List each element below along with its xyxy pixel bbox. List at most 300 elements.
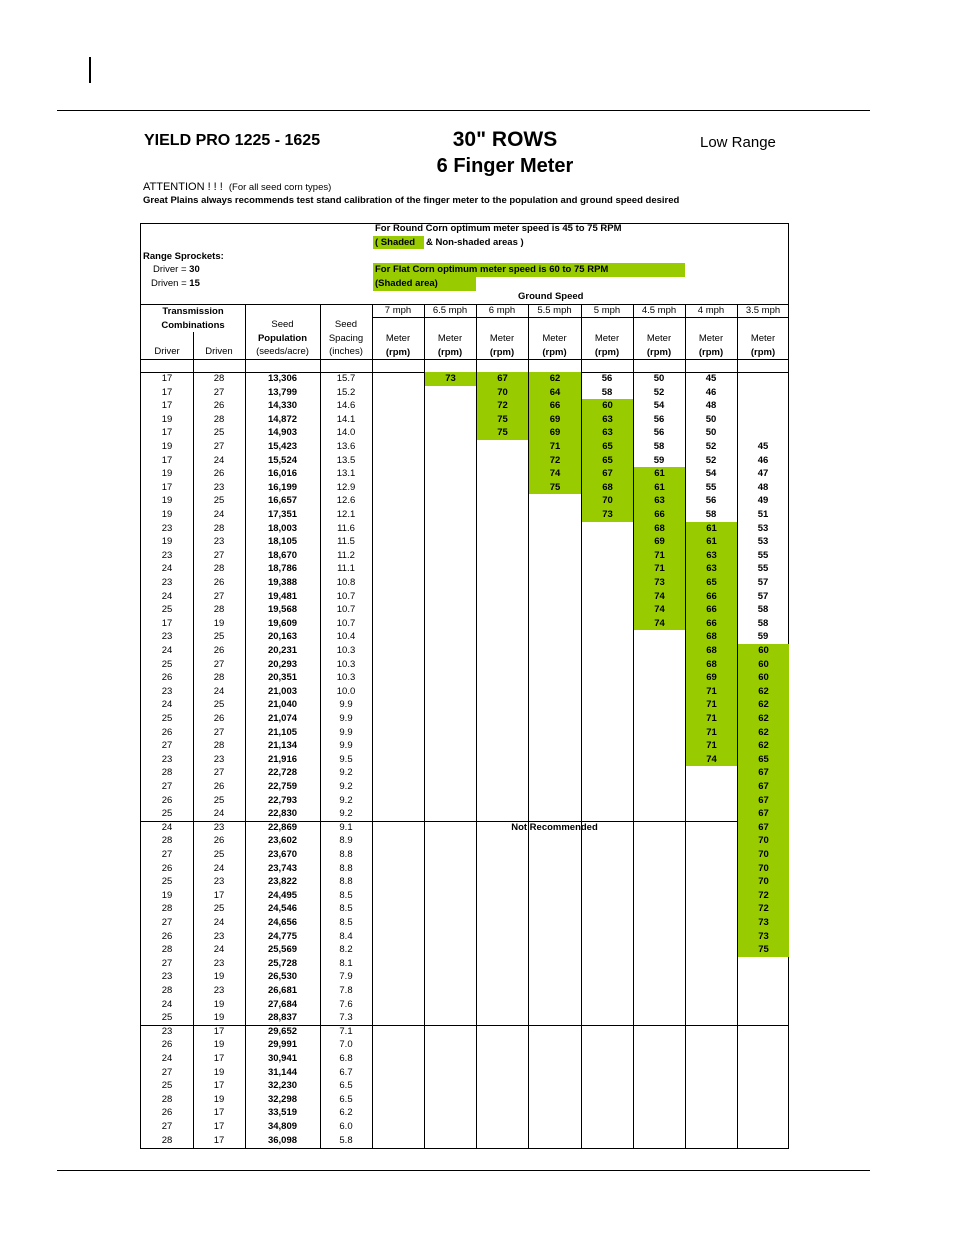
spacing-cell: 11.6 (337, 522, 355, 534)
driven-cell: 23 (213, 753, 225, 765)
driver-cell: 25 (161, 876, 173, 888)
spacing-cell: 10.3 (336, 672, 356, 684)
driver-cell: 26 (161, 862, 173, 874)
population-cell: 32,230 (267, 1080, 298, 1092)
spacing-cell: 13.1 (336, 468, 356, 480)
population-cell: 29,652 (267, 1025, 298, 1037)
meter-rpm-cell: 65 (686, 576, 737, 590)
spacing-cell: 10.0 (336, 685, 356, 697)
spacing-cell: 7.1 (339, 1025, 353, 1037)
meter-rpm-cell: 60 (582, 399, 633, 413)
driver-cell: 24 (161, 563, 173, 575)
transmission-header (141, 305, 245, 332)
meter-header-label: Meter (698, 333, 724, 344)
spacing-cell: 10.7 (336, 617, 356, 629)
meter-rpm-cell: 65 (738, 753, 789, 767)
meter-rpm-cell: 75 (477, 413, 528, 427)
meter-rpm-cell: 66 (686, 603, 737, 617)
meter-rpm-cell: 67 (738, 780, 789, 794)
population-cell: 28,837 (267, 1012, 298, 1024)
population-cell: 26,681 (267, 985, 298, 996)
driver-cell: 24 (161, 1053, 173, 1064)
driven-cell: 23 (213, 957, 225, 969)
spacing-cell: 12.6 (336, 495, 356, 507)
spacing-cell: 14.1 (336, 413, 356, 425)
driven-cell: 28 (213, 373, 225, 384)
driver-cell: 19 (161, 536, 173, 548)
meter-header-label: Meter (385, 333, 411, 344)
meter-rpm-cell: 73 (425, 372, 476, 386)
driven-cell: 28 (213, 413, 225, 425)
driver-cell: 28 (161, 1134, 173, 1146)
seed-spacing-line1: Seed (334, 319, 358, 330)
driver-cell: 17 (161, 400, 173, 412)
meter-rpm-cell: 67 (738, 821, 789, 835)
driven-cell: 19 (213, 1093, 225, 1105)
meter-rpm-cell: 63 (634, 494, 685, 508)
population-cell: 33,519 (267, 1107, 298, 1119)
meter-rpm-cell: 66 (686, 617, 737, 631)
driven-cell: 24 (213, 685, 225, 697)
driven-cell: 25 (213, 631, 225, 643)
driver-sprocket (153, 264, 200, 275)
meter-rpm-cell: 66 (634, 508, 685, 522)
driven-cell: 28 (213, 522, 225, 534)
meter-rpm-cell: 56 (653, 413, 665, 425)
meter-rpm-cell: 72 (738, 889, 789, 903)
column-divider (424, 304, 425, 1149)
speed-header: 3.5 mph (745, 305, 781, 316)
meter-rpm-cell: 63 (582, 426, 633, 440)
meter-rpm-cell: 61 (634, 467, 685, 481)
driven-cell: 17 (213, 1121, 225, 1132)
spacing-cell: 8.8 (339, 862, 353, 874)
rpm-header-label: (rpm) (594, 346, 620, 358)
driven-cell: 26 (213, 577, 225, 588)
meter-rpm-header (424, 332, 476, 359)
population-cell: 14,872 (267, 413, 298, 425)
speed-header: 6.5 mph (432, 305, 468, 316)
population-cell: 24,656 (267, 917, 298, 928)
population-cell: 21,074 (267, 713, 298, 724)
driven-cell: 25 (213, 699, 225, 711)
spacing-cell: 9.9 (339, 699, 353, 711)
driven-cell: 25 (213, 849, 225, 860)
driver-cell: 24 (161, 699, 173, 711)
spacing-cell: 9.9 (339, 713, 353, 724)
driven-cell: 19 (213, 1012, 225, 1024)
meter-rpm-cell: 62 (738, 698, 789, 712)
population-cell: 25,569 (267, 944, 298, 956)
population-cell: 16,657 (267, 495, 298, 507)
meter-rpm-cell: 68 (686, 630, 737, 644)
driver-cell: 23 (161, 522, 173, 534)
meter-rpm-cell: 61 (686, 522, 737, 536)
driver-cell: 19 (161, 441, 173, 452)
meter-rpm-cell: 45 (705, 373, 717, 384)
meter-rpm-cell: 71 (529, 440, 581, 454)
population-cell: 31,144 (267, 1066, 298, 1078)
meter-rpm-cell: 55 (705, 481, 717, 493)
meter-rpm-cell: 46 (705, 386, 717, 398)
seed-population-line2: Population (257, 332, 308, 344)
population-cell: 16,016 (267, 468, 298, 480)
meter-rpm-cell: 61 (634, 481, 685, 495)
meter-rpm-cell: 71 (686, 698, 737, 712)
driver-cell: 23 (161, 577, 173, 588)
meter-rpm-cell: 58 (601, 386, 613, 398)
meter-rpm-cell: 52 (653, 386, 665, 398)
seed-spacing-header (320, 318, 372, 359)
meter-rpm-cell: 71 (686, 726, 737, 740)
spacing-cell: 12.1 (336, 509, 356, 520)
driver-cell: 27 (161, 1066, 173, 1078)
meter-rpm-cell: 67 (738, 766, 789, 780)
meter-rpm-cell: 73 (738, 916, 789, 930)
driver-sprocket-value: 30 (189, 264, 200, 275)
meter-rpm-cell: 61 (686, 535, 737, 549)
meter-header-label: Meter (542, 333, 567, 344)
attention-line (143, 181, 331, 193)
driven-cell: 24 (213, 944, 225, 956)
meter-rpm-cell: 57 (757, 590, 769, 602)
meter-rpm-cell: 67 (738, 794, 789, 808)
meter-rpm-cell: 48 (757, 481, 769, 493)
driven-cell: 24 (213, 862, 225, 874)
driven-cell: 19 (213, 617, 225, 629)
driven-cell: 25 (213, 794, 225, 806)
population-cell: 24,495 (267, 889, 298, 901)
driven-cell: 26 (213, 781, 225, 792)
meter-rpm-cell: 67 (582, 467, 633, 481)
meter-rpm-cell: 60 (738, 658, 789, 672)
meter-rpm-cell: 63 (582, 413, 633, 427)
meter-rpm-cell: 56 (653, 427, 665, 439)
spacing-cell: 6.0 (339, 1121, 353, 1132)
rows-title: 30" ROWS (452, 128, 558, 151)
spacing-cell: 12.9 (336, 481, 356, 493)
population-cell: 19,481 (267, 590, 298, 602)
driven-cell: 19 (213, 1066, 225, 1078)
driven-cell: 19 (213, 971, 225, 983)
driver-cell: 27 (161, 1121, 173, 1132)
spacing-cell: 11.2 (337, 549, 355, 561)
spacing-cell: 8.9 (339, 835, 353, 847)
driver-cell: 25 (161, 1012, 173, 1024)
driven-cell: 27 (213, 767, 225, 779)
driver-cell: 25 (161, 713, 173, 724)
meter-rpm-cell: 73 (738, 930, 789, 944)
round-corn-note: For Round Corn optimum meter speed is 45 to 75 RPM (375, 223, 622, 234)
meter-header-label: Meter (437, 333, 463, 344)
spacing-cell: 7.9 (339, 971, 353, 983)
spacing-cell: 8.8 (339, 876, 353, 888)
spacing-cell: 8.8 (339, 849, 353, 860)
driver-cell: 17 (161, 427, 173, 439)
meter-rpm-cell: 66 (686, 590, 737, 604)
meter-rpm-cell: 74 (529, 467, 581, 481)
driven-cell: 28 (213, 563, 225, 575)
rpm-header-label: (rpm) (750, 346, 776, 358)
attention-note: (For all seed corn types) (228, 182, 332, 193)
driver-cell: 26 (161, 672, 173, 684)
meter-rpm-cell: 48 (705, 400, 717, 412)
meter-rpm-cell: 69 (529, 426, 581, 440)
population-cell: 20,293 (267, 658, 298, 670)
spacing-cell: 6.2 (339, 1107, 353, 1119)
rpm-header-label: (rpm) (646, 346, 672, 358)
driver-cell: 26 (161, 726, 173, 738)
driven-cell: 24 (213, 509, 225, 520)
driven-cell: 27 (213, 549, 225, 561)
spacing-cell: 8.4 (339, 930, 353, 942)
meter-rpm-cell: 75 (477, 426, 528, 440)
meter-rpm-cell: 69 (686, 671, 737, 685)
seed-population-line1: Seed (271, 319, 294, 330)
meter-rpm-cell: 47 (757, 468, 769, 480)
population-cell: 23,822 (267, 876, 298, 888)
meter-rpm-cell: 74 (634, 590, 685, 604)
driven-sprocket-label: Driven = (151, 278, 190, 289)
speed-header: 6 mph (488, 305, 516, 316)
driven-cell: 23 (213, 930, 225, 942)
spacing-cell: 8.2 (339, 944, 353, 956)
driver-cell: 25 (161, 658, 173, 670)
meter-rpm-cell: 68 (634, 522, 685, 536)
population-cell: 24,775 (267, 930, 298, 942)
population-cell: 21,003 (267, 685, 298, 697)
driven-cell: 27 (213, 441, 225, 452)
population-cell: 18,670 (267, 549, 298, 561)
driver-cell: 24 (161, 645, 173, 656)
driver-cell: 28 (161, 1093, 173, 1105)
spacing-cell: 13.5 (336, 454, 356, 466)
rpm-header-label: (rpm) (489, 346, 515, 358)
driver-cell: 28 (161, 944, 173, 956)
spacing-cell: 11.5 (337, 536, 355, 548)
driven-cell: 26 (213, 468, 225, 480)
meter-header-label: Meter (594, 333, 620, 344)
meter-rpm-header (476, 332, 528, 359)
population-cell: 29,991 (267, 1039, 298, 1051)
meter-rpm-cell: 73 (582, 508, 633, 522)
spacing-cell: 6.7 (339, 1066, 353, 1078)
population-cell: 23,743 (267, 862, 298, 874)
shaded-area-label: (Shaded area) (375, 278, 438, 289)
driver-cell: 23 (161, 753, 173, 765)
meter-rpm-cell: 60 (738, 671, 789, 685)
driver-cell: 23 (161, 1025, 173, 1037)
driven-cell: 26 (213, 835, 225, 847)
transmission-header-line1: Transmission (162, 306, 224, 317)
spacing-cell: 15.7 (336, 373, 356, 384)
meter-rpm-header (685, 332, 737, 359)
meter-rpm-cell: 58 (757, 604, 769, 616)
meter-rpm-header (528, 332, 581, 359)
driven-cell: 27 (213, 386, 225, 398)
meter-rpm-cell: 49 (757, 495, 769, 507)
model-title: YIELD PRO 1225 - 1625 (144, 132, 321, 149)
meter-rpm-cell: 62 (738, 685, 789, 699)
driven-cell: 24 (213, 917, 225, 928)
driver-cell: 24 (161, 998, 173, 1010)
population-cell: 13,799 (267, 386, 298, 398)
population-cell: 23,602 (267, 835, 298, 847)
meter-rpm-header (633, 332, 685, 359)
population-cell: 21,040 (267, 699, 298, 711)
driver-cell: 28 (161, 903, 173, 915)
population-cell: 18,003 (267, 522, 298, 534)
population-cell: 18,105 (267, 536, 298, 548)
seed-spacing-line2: Spacing (328, 332, 364, 344)
meter-rpm-cell: 55 (757, 563, 769, 575)
meter-rpm-cell: 67 (477, 372, 528, 386)
driver-cell: 27 (161, 957, 173, 969)
meter-rpm-cell: 68 (686, 658, 737, 672)
population-cell: 16,199 (267, 481, 298, 493)
meter-rpm-cell: 51 (757, 509, 769, 520)
meter-rpm-cell: 46 (757, 454, 769, 466)
meter-rpm-cell: 58 (653, 441, 665, 452)
driven-cell: 28 (213, 672, 225, 684)
driver-cell: 28 (161, 767, 173, 779)
driver-cell: 26 (161, 930, 173, 942)
seed-population-header (245, 318, 320, 359)
driven-cell: 19 (213, 998, 225, 1010)
driven-cell: 17 (213, 1134, 225, 1146)
driven-cell: 17 (213, 1025, 225, 1037)
meter-rpm-cell: 66 (529, 399, 581, 413)
driven-cell: 17 (213, 1053, 225, 1064)
rpm-header-label: (rpm) (437, 346, 463, 358)
meter-rpm-cell: 70 (477, 386, 528, 400)
driver-cell: 17 (161, 617, 173, 629)
range-sprockets-label: Range Sprockets: (143, 251, 224, 262)
meter-rpm-cell: 68 (686, 644, 737, 658)
spacing-cell: 6.8 (339, 1053, 353, 1064)
meter-rpm-cell: 63 (686, 549, 737, 563)
speed-header: 4.5 mph (641, 305, 677, 316)
header-bottom-rule (141, 359, 789, 360)
meter-rpm-cell: 62 (738, 739, 789, 753)
spacing-cell: 10.4 (336, 631, 356, 643)
meter-rpm-cell: 72 (529, 454, 581, 468)
meter-rpm-cell: 63 (686, 562, 737, 576)
spacing-cell: 6.5 (339, 1093, 353, 1105)
population-cell: 20,351 (267, 672, 298, 684)
meter-rpm-cell: 62 (738, 726, 789, 740)
meter-rpm-cell: 71 (634, 549, 685, 563)
driven-cell: 27 (213, 658, 225, 670)
driver-cell: 19 (161, 413, 173, 425)
meter-rpm-cell: 74 (634, 617, 685, 631)
meter-rpm-cell: 70 (738, 875, 789, 889)
driven-cell: 26 (213, 645, 225, 656)
driver-cell: 24 (161, 821, 173, 833)
meter-rpm-cell: 65 (582, 440, 633, 454)
meter-rpm-cell: 50 (705, 427, 717, 439)
meter-rpm-cell: 53 (757, 522, 769, 534)
spacing-cell: 10.7 (336, 590, 356, 602)
meter-rpm-cell: 70 (738, 862, 789, 876)
population-cell: 19,388 (267, 577, 298, 588)
driven-sprocket (151, 278, 200, 289)
meter-title: 6 Finger Meter (436, 155, 574, 177)
driven-cell: 25 (213, 903, 225, 915)
population-cell: 20,163 (267, 631, 298, 643)
spacing-cell: 9.9 (339, 726, 353, 738)
meter-rpm-cell: 62 (738, 712, 789, 726)
driven-cell: 23 (213, 481, 225, 493)
meter-rpm-cell: 59 (653, 454, 665, 466)
seed-population-line3: (seeds/acre) (256, 346, 309, 357)
driven-cell: 27 (213, 590, 225, 602)
recommendation-text: Great Plains always recommends test stand calibration of the finger meter to the population and ground speed desired (143, 195, 680, 206)
nonshaded-label: & Non-shaded areas ) (426, 237, 524, 248)
meter-rpm-cell: 73 (634, 576, 685, 590)
meter-rpm-cell: 64 (529, 386, 581, 400)
meter-rpm-cell: 70 (582, 494, 633, 508)
population-cell: 15,423 (267, 441, 298, 452)
meter-rpm-header (372, 332, 424, 359)
shaded-label: ( Shaded (375, 237, 416, 248)
driver-cell: 19 (161, 889, 173, 901)
spacing-cell: 9.2 (339, 808, 353, 820)
meter-rpm-cell: 53 (757, 536, 769, 548)
driven-cell: 17 (213, 1080, 225, 1092)
driver-cell: 27 (161, 740, 173, 752)
meter-rpm-cell: 50 (653, 373, 665, 384)
spacing-cell: 8.5 (339, 917, 353, 928)
driver-header: Driver (154, 346, 180, 357)
population-cell: 20,231 (267, 645, 298, 656)
spacing-cell: 13.6 (336, 441, 356, 452)
driven-cell: 27 (213, 726, 225, 738)
spacing-cell: 15.2 (336, 386, 356, 398)
meter-rpm-header (581, 332, 633, 359)
driven-cell: 28 (213, 740, 225, 752)
spacing-cell: 5.8 (339, 1134, 353, 1146)
driven-cell: 25 (213, 427, 225, 439)
meter-rpm-cell: 54 (705, 468, 717, 480)
driver-cell: 28 (161, 835, 173, 847)
driven-cell: 28 (213, 604, 225, 616)
population-cell: 19,568 (267, 604, 298, 616)
driver-cell: 23 (161, 971, 173, 983)
meter-rpm-cell: 71 (634, 562, 685, 576)
driven-cell: 25 (213, 495, 225, 507)
population-cell: 19,609 (267, 617, 298, 629)
population-cell: 22,793 (267, 794, 298, 806)
driver-cell: 23 (161, 685, 173, 697)
meter-rpm-cell: 54 (653, 400, 665, 412)
driver-sprocket-label: Driver = (153, 264, 190, 275)
meter-rpm-cell: 70 (738, 848, 789, 862)
driven-cell: 23 (213, 821, 225, 833)
column-divider (372, 304, 373, 1149)
population-cell: 30,941 (267, 1053, 298, 1064)
meter-rpm-cell: 71 (686, 712, 737, 726)
population-cell: 15,524 (267, 454, 298, 466)
spacing-cell: 7.0 (339, 1039, 353, 1051)
driver-cell: 25 (161, 808, 173, 820)
meter-rpm-cell: 74 (634, 603, 685, 617)
meter-rpm-cell: 52 (705, 454, 717, 466)
spacing-cell: 10.8 (336, 577, 356, 588)
spacing-cell: 8.5 (339, 889, 353, 901)
spacing-cell: 7.3 (339, 1012, 353, 1024)
spacing-cell: 9.2 (339, 794, 353, 806)
